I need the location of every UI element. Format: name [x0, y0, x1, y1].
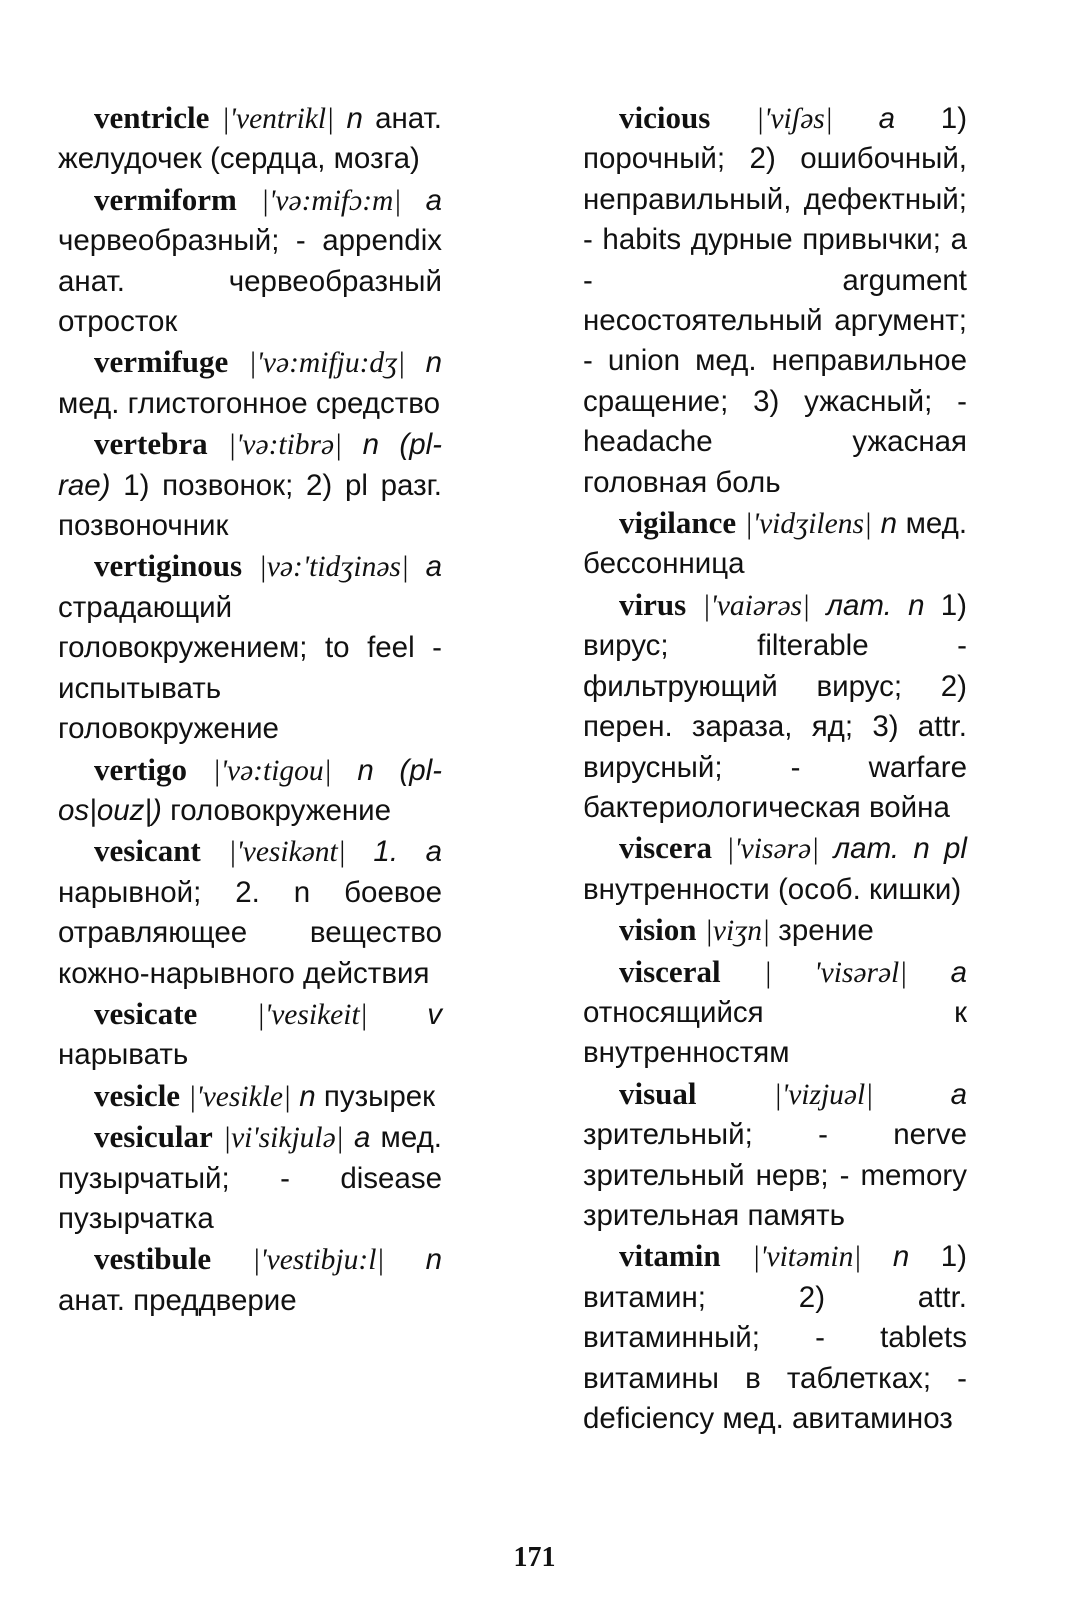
headword: vitamin — [619, 1238, 721, 1274]
definition: 1) позвонок; 2) pl разг. позвоночник — [58, 468, 442, 543]
grammar-label: n (pl-rae) — [58, 428, 443, 502]
dictionary-entry — [58, 831, 442, 994]
dictionary-entry — [583, 828, 967, 910]
language-label: лат. — [826, 588, 892, 622]
headword: visceral — [619, 953, 721, 989]
headword: vertiginous — [94, 548, 243, 584]
transcription: |'visərə| — [726, 833, 820, 866]
definition: головокружение — [170, 793, 392, 827]
transcription: |'vizjuəl| — [773, 1078, 874, 1111]
headword: ventricle — [94, 100, 210, 135]
headword: vision — [619, 912, 697, 948]
transcription: |'vidʒilens| — [744, 508, 873, 541]
grammar-label: n — [908, 588, 925, 622]
dictionary-entry — [58, 424, 442, 546]
headword: vesicate — [94, 995, 198, 1031]
transcription: |'vitəmin| — [752, 1241, 862, 1274]
dictionary-entry — [583, 585, 967, 828]
definition: 1) витамин; 2) attr. витаминный; - tablets витамины в таблетках; - deficiency мед. авитаминоз — [583, 1240, 967, 1435]
dictionary-entry — [58, 1076, 442, 1117]
grammar-label: n — [892, 1240, 910, 1274]
dictionary-entry — [583, 952, 967, 1074]
definition: нарывать — [58, 1038, 189, 1072]
transcription: |'ventrikl| — [221, 103, 335, 135]
grammar-label: n — [299, 1079, 316, 1113]
dictionary-entry — [58, 180, 442, 343]
transcription: |'viʃəs| — [756, 103, 833, 135]
page-number: 171 — [513, 1542, 556, 1573]
definition: зрительный; - nerve зрительный нерв; - memory зрительная память — [583, 1118, 967, 1232]
transcription: |'və:mifɔ:m| — [261, 184, 402, 217]
headword: viscera — [619, 830, 712, 866]
definition: анат. желудочек (сердца, мозга) — [58, 102, 442, 176]
headword: vigilance — [619, 505, 737, 541]
headword: vertebra — [94, 426, 208, 462]
dictionary-entry — [583, 1074, 967, 1237]
left-column — [58, 98, 442, 1321]
definition: анат. преддверие — [58, 1283, 297, 1317]
transcription: |'və:tibrə| — [227, 429, 343, 462]
dictionary-entry — [58, 98, 442, 180]
transcription: |vi'sikjulə| — [222, 1122, 344, 1155]
headword: vesicular — [94, 1119, 213, 1155]
right-column — [583, 98, 967, 1439]
dictionary-entry — [583, 910, 967, 951]
headword: vertigo — [94, 751, 187, 787]
definition: зрение — [778, 914, 874, 948]
grammar-label: a — [353, 1121, 371, 1155]
definition: 1) вирус; filterable - фильтрующий вирус; 2) перен. зараза, яд; 3) attr. вирусный; - warfare бактериологическая война — [583, 588, 967, 824]
transcription: |'vestibju:l| — [252, 1244, 385, 1277]
definition: мед. бессонница — [583, 507, 968, 581]
headword: vermiform — [94, 181, 237, 217]
transcription: |'vaiərəs| — [702, 589, 811, 622]
definition: страдающий головокружением; to feel - испытывать головокружение — [58, 590, 442, 746]
definition: 1) порочный; 2) ошибочный, неправильный, дефектный; - habits дурные привычки; a - argument несостоятельный аргумент; - union мед. неправильное сращение; 3) ужасный; - headache ужасная головная боль — [583, 102, 968, 499]
grammar-label: n — [346, 102, 363, 135]
definition: пузырек — [323, 1079, 436, 1113]
headword: vicious — [619, 100, 711, 135]
grammar-label: a — [950, 1077, 967, 1111]
language-label: лат. — [833, 832, 900, 866]
transcription: |'vesikle| — [188, 1080, 292, 1113]
grammar-label: a — [878, 102, 896, 135]
grammar-label: n — [425, 346, 442, 380]
definition: мед. глистогонное средство — [58, 386, 441, 420]
headword: vesicant — [94, 833, 201, 869]
headword: vestibule — [94, 1241, 212, 1277]
definition: мед. пузырчатый; - disease пузырчатка — [58, 1121, 442, 1235]
grammar-label: n — [880, 507, 898, 541]
grammar-label: n pl — [913, 832, 967, 866]
transcription: |'və:mifju:dʒ| — [248, 347, 406, 380]
grammar-label: v — [427, 997, 443, 1031]
dictionary-entry — [58, 1239, 442, 1321]
transcription: |'və:tigou| — [212, 754, 332, 787]
grammar-label: a — [425, 183, 443, 217]
grammar-label: n (pl-os|ouz|) — [58, 753, 442, 827]
transcription: | 'visərəl| — [763, 956, 908, 989]
transcription: |'vesikeit| — [256, 998, 368, 1031]
grammar-label: a — [425, 550, 442, 584]
definition: относящийся к внутренностям — [583, 995, 967, 1070]
dictionary-entry — [58, 546, 442, 749]
transcription: |və:'tidʒinəs| — [258, 551, 409, 584]
grammar-label: a — [950, 955, 967, 989]
grammar-label: n — [425, 1243, 443, 1277]
definition: нарывной; 2. n боевое отравляющее вещество кожно-нарывного действия — [58, 875, 442, 990]
headword: vesicle — [94, 1077, 181, 1113]
dictionary-entry — [58, 1117, 442, 1239]
transcription: |'vesikənt| — [228, 836, 346, 869]
grammar-label: 1. a — [373, 835, 442, 869]
dictionary-entry — [583, 503, 967, 585]
definition: червеобразный; - appendix анат. червеобразный отросток — [58, 224, 442, 339]
headword: virus — [619, 586, 687, 622]
dictionary-entry — [58, 994, 442, 1076]
headword: vermifuge — [94, 344, 229, 380]
transcription: |viʒn| — [704, 915, 771, 948]
dictionary-entry — [58, 342, 442, 424]
definition: внутренности (особ. кишки) — [583, 872, 962, 906]
dictionary-entry — [583, 98, 967, 503]
dictionary-entry — [58, 750, 442, 832]
headword: visual — [619, 1075, 697, 1111]
dictionary-entry — [583, 1236, 967, 1439]
